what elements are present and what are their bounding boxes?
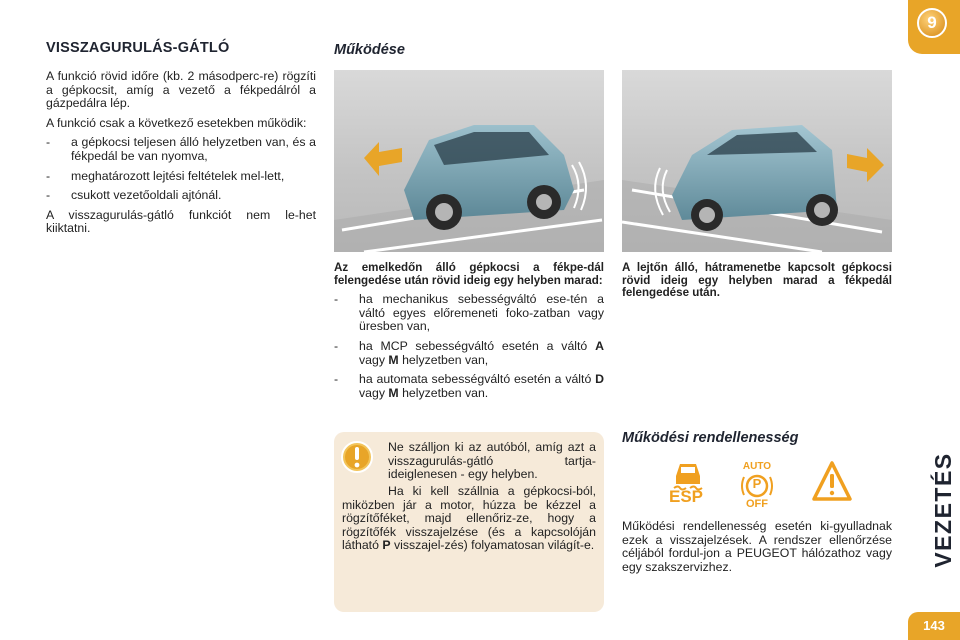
operation-title: Működése [334, 42, 405, 58]
note-paragraph: A visszagurulás-gátló funkciót nem le-het kiiktatni. [46, 207, 316, 236]
p-label: P [752, 476, 762, 491]
chapter-title-vertical: VEZETÉS [930, 452, 956, 568]
downhill-heading: A lejtőn álló, hátramenetbe kapcsolt gépkocsi rövid ideig egy helyben marad a fékpedál felengedése után. [622, 261, 892, 300]
list-item: - csukott vezetőoldali ajtónál. [46, 189, 316, 203]
uphill-heading: Az emelkedőn álló gépkocsi a fékpe-dál felengedése után rövid ideig egy helyben marad: [334, 261, 604, 287]
auto-label: AUTO [742, 461, 772, 472]
uphill-car-illustration [334, 70, 604, 252]
section-title: VISSZAGURULÁS-GÁTLÓ [46, 40, 230, 56]
warning-paragraph-1: Ne szálljon ki az autóból, amíg azt a visszagurulás-gátló tartja- ideiglenesen - egy helyben. [388, 440, 596, 482]
downhill-car-illustration [622, 70, 892, 252]
left-column-text [46, 70, 316, 242]
malfunction-title: Működési rendellenesség [622, 430, 799, 446]
warning-triangle-icon [812, 460, 852, 504]
exclamation-circle-icon [340, 440, 374, 474]
list-item: - ha mechanikus sebességváltó ese-tén a váltó egyes előremeneti foko-zatban vagy üresben van, [334, 293, 604, 334]
arrow-left-icon [364, 142, 402, 176]
list-item: - ha MCP sebességváltó esetén a váltó A vagy M helyzetben van, [334, 340, 604, 367]
chapter-number-badge: 9 [917, 8, 947, 38]
uphill-text [334, 262, 604, 406]
uphill-cases-list [334, 293, 604, 400]
list-item: - ha automata sebességváltó esetén a váltó D vagy M helyzetben van. [334, 373, 604, 400]
conditions-list [46, 136, 316, 202]
uphill-car-svg [334, 70, 604, 252]
arrow-right-icon [847, 148, 884, 182]
malfunction-text: Működési rendellenesség esetén ki-gyulladnak ezek a visszajelzések. A rendszer ellenőrzése céljából fordul-jon a PEUGEOT hálózathoz vagy egy szakszervizhez. [622, 519, 892, 574]
off-label: OFF [746, 498, 768, 510]
page-number: 143 [908, 612, 960, 640]
list-item: - meghatározott lejtési feltételek mel-lett, [46, 170, 316, 184]
list-item: - a gépkocsi teljesen álló helyzetben van, és a fékpedál be van nyomva, [46, 136, 316, 163]
downhill-car-svg [622, 70, 892, 252]
warning-paragraph-2: Ha ki kell szállnia a gépkocsi-ból, miközben jár a motor, húzza be kézzel a rögzítőféket, majd ellenőriz-ze, hogy a rögzítőfék visszajelzése (és a kapcsolóján látható P visszajel-zés) folyamatosan világít-e. [342, 484, 596, 553]
conditions-intro: A funkció csak a következő esetekben működik: [46, 115, 307, 130]
esp-label: ESP [669, 487, 704, 506]
intro-paragraph: A funkció rövid időre (kb. 2 másodperc-re) rögzíti a gépkocsit, amíg a vezető a fékpedálról a gázpedálra lép. [46, 69, 316, 111]
